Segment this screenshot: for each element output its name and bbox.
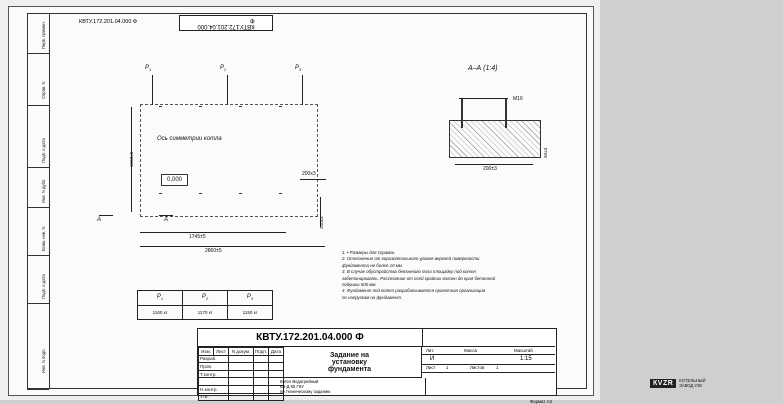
section-hatch bbox=[449, 120, 541, 158]
table-row bbox=[199, 378, 284, 386]
thread-label: М16 bbox=[513, 96, 523, 102]
title-block-code: КВТУ.172.201.04.000 Ф bbox=[198, 329, 423, 347]
section-mark-right-line bbox=[159, 215, 173, 216]
load-label-p3 bbox=[295, 65, 301, 72]
table-cell-p1: 1160 кг bbox=[138, 306, 183, 320]
anchor-bolt-top-bar bbox=[459, 98, 508, 99]
drawing-code-label: КВТУ.172.201.04.000 Ф bbox=[79, 19, 138, 25]
company-line-2: ЗАВОД УЗК bbox=[679, 383, 702, 388]
dim-line-h2 bbox=[140, 246, 325, 247]
load-arrow-p3 bbox=[302, 75, 303, 105]
note-3b: забетонировать. Расстояние от осей крайних колонн до края бетонной bbox=[342, 275, 496, 281]
technical-notes bbox=[342, 250, 557, 301]
hdr-p3-index: 3 bbox=[250, 296, 254, 302]
table-cell-p2: 1170 кг bbox=[183, 306, 228, 320]
load-arrow-p2 bbox=[227, 75, 228, 105]
label-lit: Лит. bbox=[426, 348, 435, 353]
dim-vertical-label: 1560±5 bbox=[129, 151, 134, 167]
note-4b: по нагрузкам на фундамент. bbox=[342, 294, 403, 300]
table-header-row bbox=[138, 291, 273, 306]
dim-h2-label: 2860±5 bbox=[205, 248, 222, 254]
drawing-code-box bbox=[179, 15, 273, 31]
load-label-p1 bbox=[145, 65, 151, 72]
section-title: А–А (1:4) bbox=[468, 65, 498, 72]
table-header-p1 bbox=[138, 291, 183, 306]
strip-label-2: Подп. и дата bbox=[41, 138, 46, 163]
row-prov: Пров. bbox=[199, 363, 229, 371]
section-view bbox=[441, 96, 548, 172]
title-block-name bbox=[278, 347, 422, 378]
row-tkontr: Т.контр. bbox=[199, 370, 229, 378]
symmetry-axis-label: Ось симметрии котла bbox=[157, 136, 222, 142]
row-nkontr: Н.контр. bbox=[199, 385, 229, 393]
anchor-bolt-left bbox=[461, 98, 463, 128]
title-block-right bbox=[422, 329, 706, 394]
right-row-1 bbox=[422, 329, 555, 347]
strip-label-6: Инв. N подл. bbox=[41, 348, 46, 373]
dim-right-small-label: 200х3 bbox=[302, 171, 316, 177]
dim-h1-label: 1745±5 bbox=[189, 234, 206, 240]
zero-level-box bbox=[161, 174, 188, 186]
col-podp: Подп. bbox=[254, 348, 268, 354]
table-row bbox=[199, 385, 284, 393]
hdr-p1-index: 1 bbox=[160, 296, 164, 302]
strip-label-0: Перв. примен. bbox=[41, 21, 46, 49]
company-name bbox=[679, 378, 705, 388]
right-row-4 bbox=[422, 364, 555, 373]
hdr-p2-index: 2 bbox=[205, 296, 209, 302]
section-letter-left: А bbox=[97, 217, 102, 223]
load-arrow-p1 bbox=[152, 75, 153, 105]
table-row bbox=[199, 348, 284, 356]
drawing-sheet bbox=[8, 6, 706, 404]
title-line-1: Задание на bbox=[329, 351, 370, 359]
load-label-p2 bbox=[220, 65, 226, 72]
table-row bbox=[138, 306, 273, 320]
row-utv: Утв. bbox=[199, 393, 229, 401]
value-scale: 1:15 bbox=[520, 356, 532, 362]
section-dim-bottom bbox=[455, 164, 533, 165]
note-4: 4. Фундамент под котел разрабатывается проектная организация bbox=[342, 288, 486, 294]
p3-index: 3 bbox=[299, 67, 302, 73]
section-letter-right: А bbox=[164, 217, 169, 223]
company-logo bbox=[646, 372, 783, 394]
row-razrab: Разраб. bbox=[199, 355, 229, 363]
foundation-plan-outline bbox=[140, 104, 318, 217]
section-height-label: 50±3 bbox=[543, 147, 548, 158]
table-header-p2 bbox=[183, 291, 228, 306]
strip-label-5: Подп. и дата bbox=[41, 274, 46, 299]
table-row bbox=[199, 393, 284, 401]
note-2: 2. Отклонение от горизонтального уровня верхней поверхности bbox=[342, 256, 480, 262]
dim-line-h1 bbox=[140, 232, 286, 233]
p2-index: 2 bbox=[224, 67, 227, 73]
strip-label-4: Взам. инв. N bbox=[41, 226, 46, 251]
title-line-3: фундамента bbox=[327, 365, 372, 373]
label-mass: Масса bbox=[464, 348, 477, 353]
row-blank bbox=[199, 378, 229, 386]
anchor-bolt-right bbox=[505, 98, 507, 128]
drawing-code-box-text: КВТУ.172.201.04.000 Ф bbox=[197, 17, 255, 29]
strip-label-3: Инв. N дубл. bbox=[41, 178, 46, 203]
section-mark-left-line bbox=[99, 215, 113, 216]
value-sheet: 1 bbox=[446, 365, 449, 370]
title-line-2: установку bbox=[331, 358, 368, 366]
col-list: Лист bbox=[214, 348, 229, 356]
title-block bbox=[197, 328, 706, 404]
p1-index: 1 bbox=[149, 67, 152, 73]
value-sheets: 1 bbox=[496, 365, 499, 370]
p3-letter: Р bbox=[295, 65, 300, 71]
zero-level-text: 0,000 bbox=[167, 177, 183, 183]
label-sheets: Листов bbox=[470, 365, 485, 370]
note-3: 3. В случае обустройства бетонного пола площадку под котел bbox=[342, 269, 476, 275]
hdr-p1-letter: Р bbox=[156, 294, 161, 301]
format-label: Формат А3 bbox=[529, 399, 552, 404]
subtitle-line-3: по техническому заданию bbox=[280, 389, 331, 394]
note-2b: фундамента не более 10 мм. bbox=[342, 262, 404, 268]
label-scale: Масштаб bbox=[514, 348, 533, 353]
hdr-p3-letter: Р bbox=[246, 294, 251, 301]
col-izm: Изм. bbox=[199, 348, 214, 356]
company-mark: КVZR bbox=[650, 379, 676, 388]
subtitle-line-2: КВ-Д 65 ГКУ bbox=[280, 384, 304, 389]
company-line-1: КОТЕЛЬНЫЙ bbox=[679, 377, 706, 383]
table-row bbox=[199, 355, 284, 363]
table-cell-p3: 1150 кг bbox=[228, 306, 273, 320]
section-width-label: 200±3 bbox=[483, 166, 497, 172]
title-block-subtitle bbox=[278, 378, 426, 396]
dim-right-vert-label: 200х3 bbox=[319, 216, 324, 229]
note-1: 1. • Размеры для справок. bbox=[342, 250, 396, 255]
p2-letter: Р bbox=[220, 65, 225, 71]
strip-label-1: Справ. N bbox=[41, 81, 46, 99]
subtitle-line-1: Котел Водогрейный bbox=[280, 379, 319, 384]
loads-table bbox=[137, 290, 273, 320]
table-row bbox=[199, 363, 284, 371]
note-3c: подушки 500 мм. bbox=[342, 281, 377, 287]
hdr-p2-letter: Р bbox=[201, 294, 206, 301]
table-row bbox=[199, 370, 284, 378]
col-ndocum: N докум. bbox=[229, 348, 254, 356]
p1-letter: Р bbox=[145, 65, 150, 71]
dim-line-right-small bbox=[300, 179, 326, 180]
label-sheet: Лист bbox=[426, 365, 436, 370]
col-data: Дата bbox=[269, 348, 284, 356]
title-block-revision-table bbox=[198, 347, 284, 401]
value-lit: И bbox=[430, 356, 435, 362]
table-header-p3 bbox=[228, 291, 273, 306]
